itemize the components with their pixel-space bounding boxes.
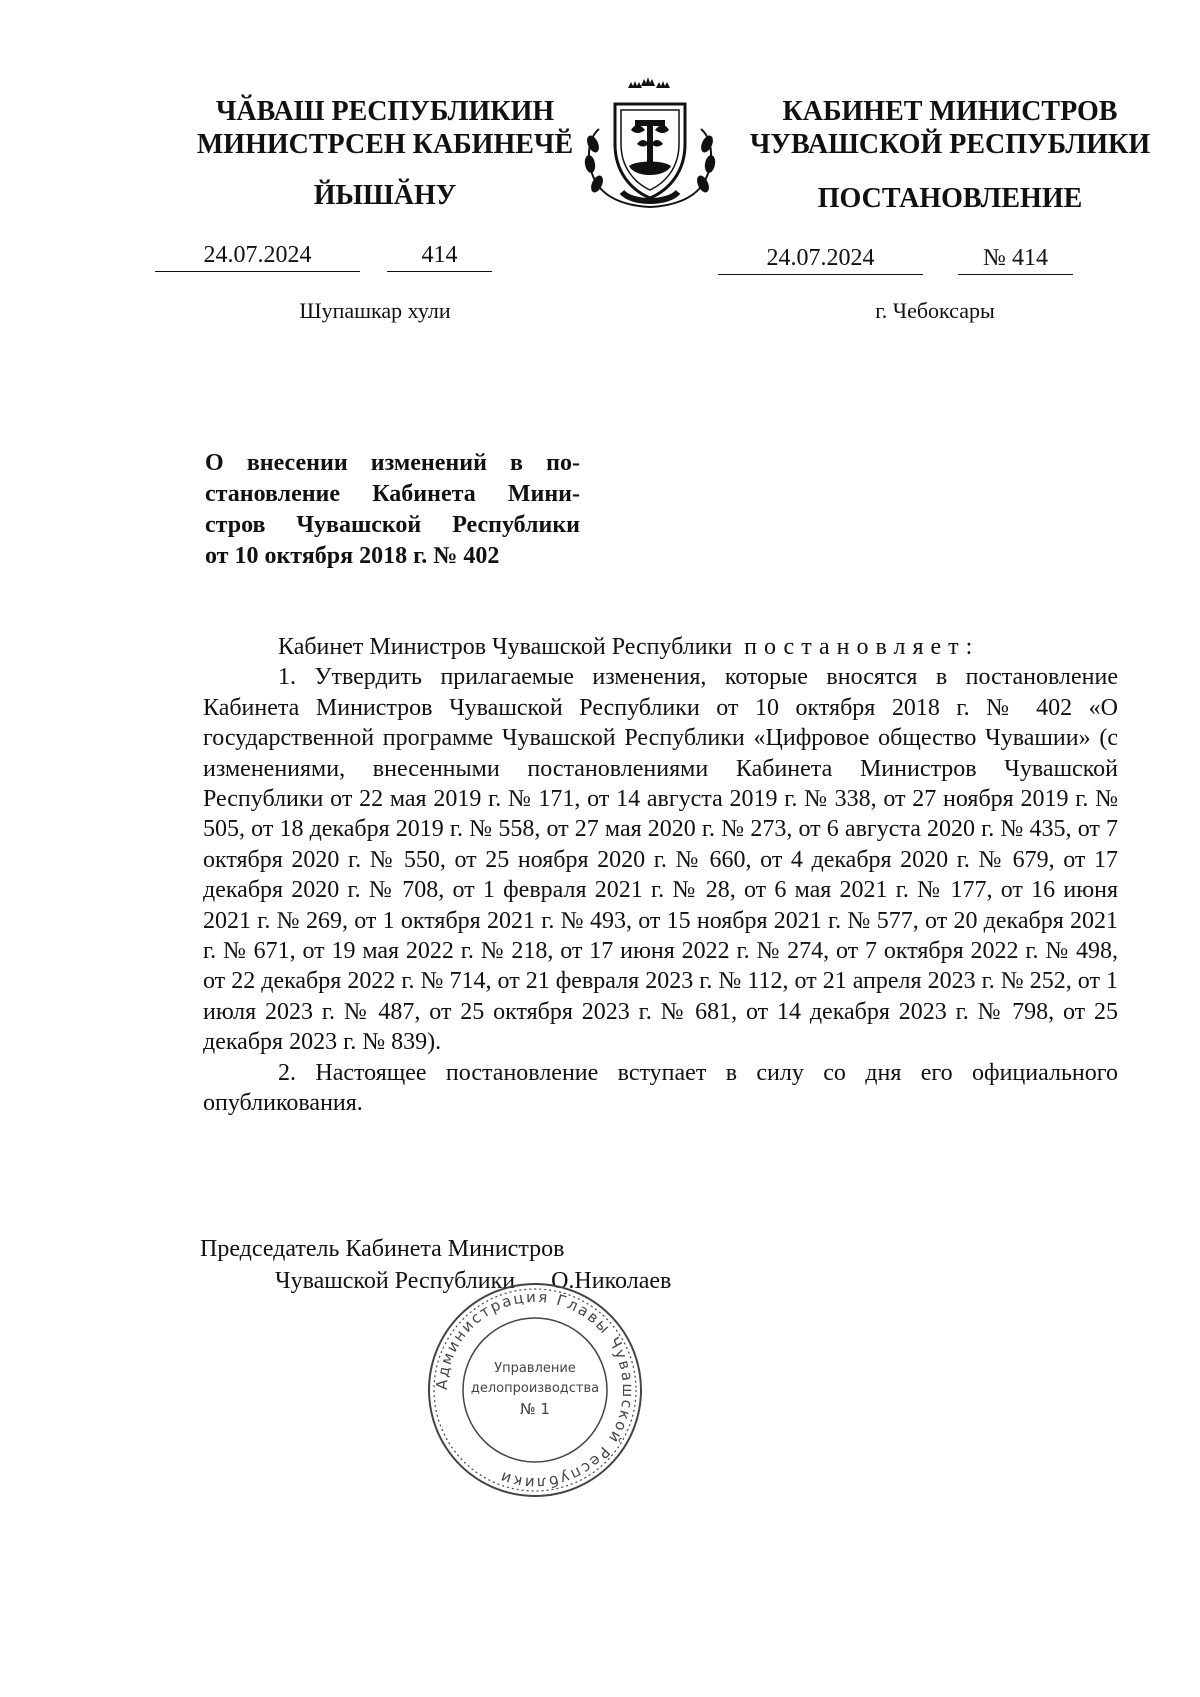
- header-right-line1: КАБИНЕТ МИНИСТРОВ: [782, 96, 1118, 127]
- coat-of-arms-emblem: [577, 74, 723, 212]
- title-line1: О внесении изменений в по-: [205, 450, 580, 476]
- stamp-ring-text: Администрация Главы Чувашской Республики: [432, 1287, 638, 1493]
- doc-type-right: ПОСТАНОВЛЕНИЕ: [817, 183, 1083, 214]
- paragraph-2: 2. Настоящее постановление вступает в силу со дня его официального опубликования.: [203, 1059, 1118, 1117]
- title-line3: стров Чувашской Республики: [205, 512, 580, 538]
- header-right-organization: [745, 95, 1155, 161]
- place-right: г. Чебоксары: [875, 298, 995, 323]
- preamble: [203, 632, 1118, 662]
- doc-type-left: ЙЫШӐНУ: [313, 180, 457, 211]
- header-right-line2: ЧУВАШСКОЙ РЕСПУБЛИКИ: [749, 129, 1151, 160]
- preamble-verb: постановляет:: [744, 634, 980, 660]
- stamp-center-line1: Управление: [494, 1361, 576, 1376]
- document-title: [205, 448, 580, 572]
- title-line4: от 10 октября 2018 г. № 402: [205, 543, 500, 569]
- stamp-center-line2: делопроизводства: [470, 1381, 600, 1396]
- paragraph-1: 1. Утвердить прилагаемые изменения, которые вносятся в постановление Кабинета Министров Чувашской Республики от 10 октября 2018 г. № 402 «О государственной программе Чувашской Республики «Цифровое общество Чувашии» (с изменениями, внесенными постановлениями Кабинета Министров Чувашской Республики от 22 мая 2019 г. № 171, от 14 августа 2019 г. № 338, от 27 ноября 2019 г. № 505, от 18 декабря 2019 г. № 558, от 27 мая 2020 г. № 273, от 6 августа 2020 г. № 435, от 7 октября 2020 г. № 550, от 25 ноября 2020 г. № 660, от 4 декабря 2020 г. № 679, от 17 декабря 2020 г. № 708, от 1 февраля 2021 г. № 28, от 6 мая 2021 г. № 177, от 16 июня 2021 г. № 269, от 1 октября 2021 г. № 493, от 15 ноября 2021 г. № 577, от 20 декабря 2021 г. № 671, от 19 мая 2022 г. № 218, от 17 июня 2022 г. № 274, от 7 октября 2022 г. № 498, от 22 декабря 2022 г. № 714, от 21 февраля 2023 г. № 112, от 21 апреля 2023 г. № 252, от 1 июля 2023 г. № 487, от 25 октября 2023 г. № 681, от 14 декабря 2023 г. № 798, от 25 декабря 2023 г. № 839).: [203, 664, 1118, 1056]
- official-stamp: [425, 1280, 645, 1500]
- place-left: Шупашкар хули: [299, 298, 451, 323]
- stamp-center-line3: № 1: [520, 1400, 550, 1418]
- title-line2: становление Кабинета Мини-: [205, 481, 580, 507]
- signatory-name: О.Николаев: [551, 1268, 672, 1294]
- number-right: № 414: [958, 243, 1073, 275]
- date-left: 24.07.2024: [155, 240, 360, 272]
- header-left-organization: [170, 95, 600, 161]
- header-left-line1: ЧӐВАШ РЕСПУБЛИКИН: [215, 96, 555, 127]
- document-body: [203, 632, 1118, 1119]
- signature-org: Чувашской Республики: [275, 1268, 516, 1294]
- date-right: 24.07.2024: [718, 243, 923, 275]
- number-left: 414: [387, 240, 492, 272]
- preamble-text: Кабинет Министров Чувашской Республики: [278, 634, 733, 660]
- crown-icons: [628, 77, 670, 88]
- signature-position-line1: Председатель Кабинета Министров: [200, 1236, 565, 1262]
- header-left-line2: МИНИСТРСЕН КАБИНЕЧӖ: [196, 129, 574, 160]
